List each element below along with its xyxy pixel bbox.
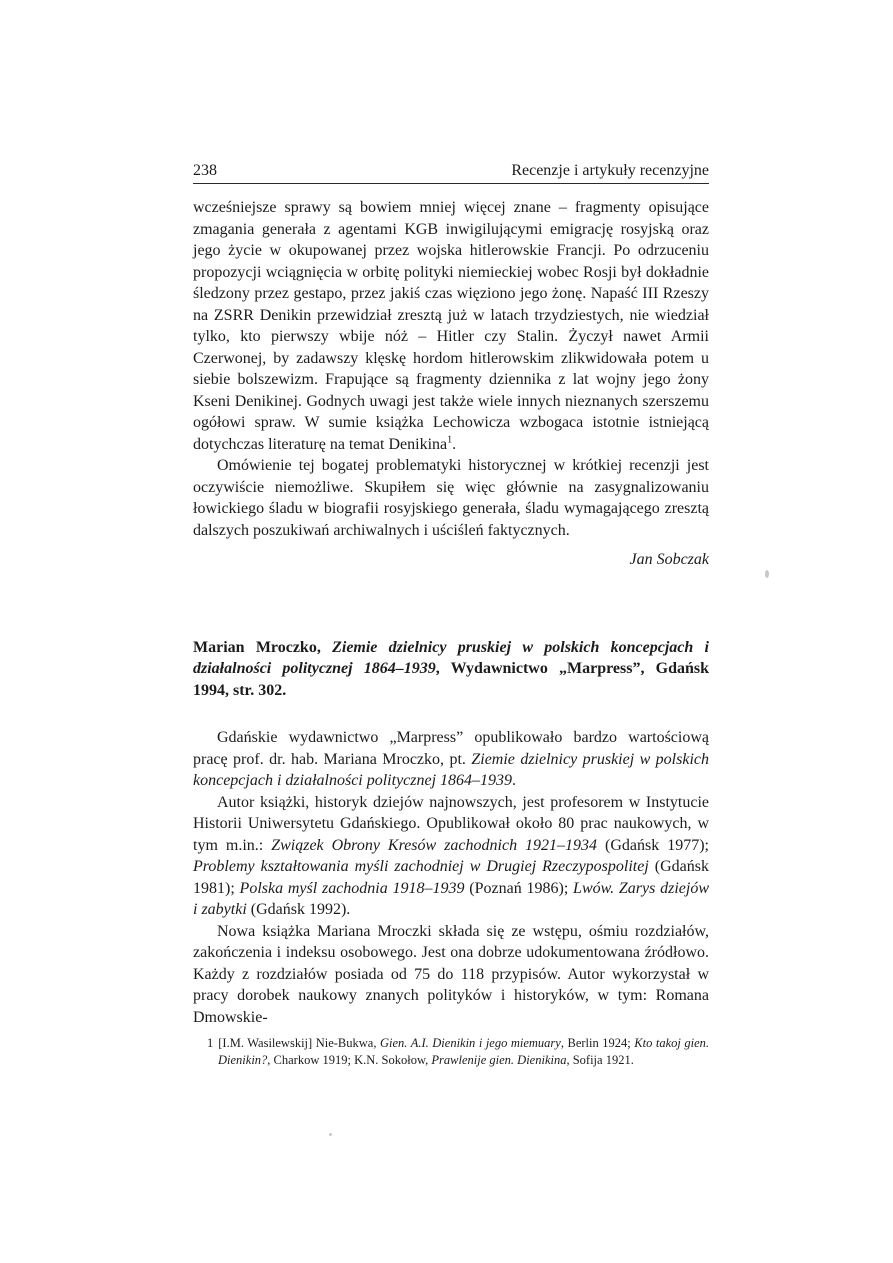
footnote-body: [I.M. Wasilewskij] Nie-Bukwa, Gien. A.I. Dienikin i jego miemuary, Berlin 1924; Kto takoj gien. Dienikin?, Charkow 1919; K.N. Sokołow, Prawlenije gien. Dienikina, Sofija 1921. [218,1036,710,1067]
page-body [193,197,709,1068]
paragraph: wcześniejsze sprawy są bowiem mniej więcej znane – fragmenty opisujące zmagania generała z agentami KGB inwigilującymi emigrację rosyjską oraz jego życie w okupowanej przez wojska hitlerowskie Francji. Po odrzuceniu propozycji wciągnięcia w orbitę polityki niemieckiej wobec Rosji był dokładnie śledzony przez gestapo, przez jakiś czas więziono jego żonę. Napaść III Rzeszy na ZSRR Denikin przewidział zresztą już w latach trzydziestych, nie wiedział tylko, kto pierwszy wbije nóż – Hitler czy Stalin. Życzył nawet Armii Czerwonej, by zadawszy klęskę hordom hitlerowskim zlikwidowała potem u siebie bolszewizm. Frapujące są fragmenty dziennika z lat wojny jego żony Kseni Denikinej. Godnych uwagi jest także wiele innych nieznanych szerszemu ogółowi spraw. W sumie książka Lechowicza wzbogaca istotnie istniejącą dotychczas literaturę na temat Denikina$^1$. [193,199,709,453]
review-heading: Marian Mroczko, Ziemie dzielnicy pruskiej w polskich koncepcjach i działalności politycznej 1864–1939, Wydawnictwo „Marpress”, Gdańsk 1994, str. 302. [193,638,710,699]
footnote-number: 1 [207,1036,214,1050]
running-title: Recenzje i artykuły recenzyjne [511,162,709,179]
author-signature: Jan Sobczak [629,551,709,568]
scan-artifact [765,570,769,578]
text-column [193,161,709,1068]
paragraph: Nowa książka Mariana Mroczki składa się ze wstępu, ośmiu rozdziałów, zakończenia i indeksu osobowego. Jest ona dobrze udokumentowana źródłowo. Każdy z rozdziałów posiada od 75 do 118 przypisów. Autor wykorzystał w pracy dorobek naukowy znanych polityków i historyków, w tym: Romana Dmowskie- [193,922,709,1026]
paragraph: Gdańskie wydawnictwo „Marpress” opublikowało bardzo wartościową pracę prof. dr. hab. Mariana Mroczko, pt. Ziemie dzielnicy pruskiej w polskich koncepcjach i działalności politycznej 1864–1939. [193,729,710,789]
scan-artifact [329,1133,332,1136]
page-number: 238 [193,162,217,179]
footnote [207,1035,709,1068]
page-header [193,161,709,184]
footnote-text [207,1035,709,1068]
paragraph: Autor książki, historyk dziejów najnowszych, jest profesorem w Instytucie Historii Uniwersytetu Gdańskiego. Opublikował około 80 prac naukowych, w tym m.in.: Związek Obrony Kresów zachodnich 1921–1934 (Gdańsk 1977); Problemy kształtowania myśli zachodniej w Drugiej Rzeczypospolitej (Gdańsk 1981); Polska myśl zachodnia 1918–1939 (Poznań 1986); Lwów. Zarys dziejów i zabytki (Gdańsk 1992). [193,793,710,918]
paragraph: Omówienie tej bogatej problematyki historycznej w krótkiej recenzji jest oczywiście niemożliwe. Skupiłem się więc głównie na zasygnalizowaniu łowickiego śladu w biografii rosyjskiego generała, śladu wymagającego zresztą dalszych poszukiwań archiwalnych i uściśleń faktycznych. [193,457,709,539]
